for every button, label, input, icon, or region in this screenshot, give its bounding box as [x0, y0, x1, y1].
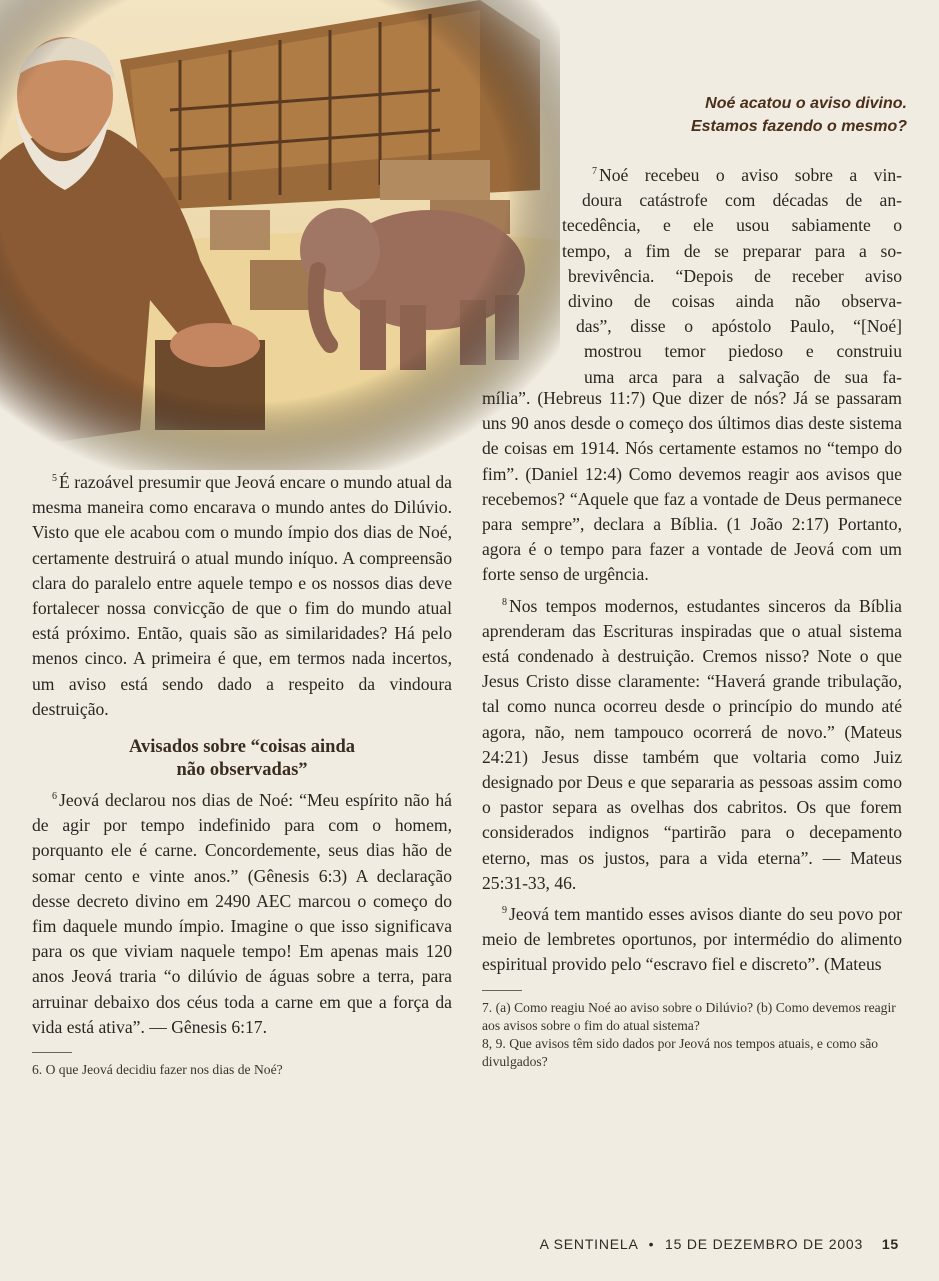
p7-line-1: [592, 163, 902, 188]
paragraph-6: [32, 788, 452, 1040]
p7-line-2: doura catástrofe com décadas de an-: [582, 190, 902, 210]
p7-line-5: brevivência. “Depois de receber aviso: [568, 266, 902, 286]
page-footer: [540, 1236, 899, 1252]
paragraph-8-text: Nos tempos modernos, estudantes sinceros da Bíblia aprenderam das Escrituras inspiradas que o atual sistema está condenado à destruição. Cremos nisso? Note o que Jesus Cristo disse claramente: “Haverá grande tribulação, tal como nunca ocorreu desde o princípio do mundo até agora, não, nem tampouco ocorrerá de novo.” (Mateus 24:21) Jesus disse também que voltaria como Juiz designado por Deus e que separaria as pessoas assim como o pastor separa as ovelhas dos cabritos. Os que forem considerados indignos “partirão para o decepamento eterno, mas os justos, para a vida eterna”. — Mateus 25:31-33, 46.: [482, 595, 902, 893]
right-column: [482, 386, 902, 1071]
footer-separator: •: [648, 1236, 655, 1252]
illustration-caption: [567, 92, 907, 138]
publication-name: A SENTINELA: [539, 1236, 638, 1252]
footnote-question-8-9: 8, 9. Que avisos têm sido dados por Jeová nos tempos atuais, e como são divulgados?: [482, 1035, 879, 1069]
paragraph-9-text: Jeová tem mantido esses avisos diante do seu povo por meio de lembretes oportunos, por intermédio do alimento espiritual provido pelo “escravo fiel e discreto”. (Mateus: [482, 904, 902, 975]
noah-ark-illustration: [0, 0, 560, 470]
footnote-divider: [32, 1052, 72, 1053]
footnote-question-6: 6. O que Jeová decidiu fazer nos dias de Noé?: [32, 1062, 283, 1078]
left-column: [32, 470, 452, 1079]
page-number: 15: [881, 1236, 899, 1252]
caption-line-2: Estamos fazendo o mesmo?: [690, 118, 907, 135]
p7-line-9: uma arca para a salvação de sua fa-: [584, 367, 902, 387]
paragraph-6-text: Jeová declarou nos dias de Noé: “Meu espírito não há de agir por tempo indefinido para com o homem, porquanto ele é carne. Concordemente, seus dias hão de somar cento e vinte anos.” (Gênesis 6:3) A declaração desse decreto divino em 2490 AEC marcou o começo do fim daquele mundo ímpio. Imagine o que isso significava para os que viviam naquele tempo! Em apenas mais 120 anos Jeová traria “o dilúvio de águas sobre a terra, para arruinar debaixo dos céus toda a carne em que a força da vida está ativa”. — Gênesis 6:17.: [32, 790, 452, 1037]
paragraph-7-rest: mília”. (Hebreus 11:7) Que dizer de nós? Já se passaram uns 90 anos desde o começo dos últimos dias deste sistema de coisas em 1914. Nós certamente estamos no “tempo do fim”. (Daniel 12:4) Como devemos reagir aos avisos que recebemos? “Aquele que faz a vontade de Deus permanece para sempre”, declara a Bíblia. (1 João 2:17) Portanto, agora é o tempo para fazer a vontade de Jeová com um forte senso de urgência.: [482, 388, 902, 585]
p7-line-4: tempo, a fim de se preparar para a so-: [562, 241, 902, 261]
p7-line-6: divino de coisas ainda não observa-: [568, 291, 902, 311]
publication-date: 15 DE DEZEMBRO DE 2003: [664, 1236, 864, 1252]
footnote-divider: [482, 990, 522, 991]
p7-line-7: das”, disse o apóstolo Paulo, “[Noé]: [576, 316, 902, 336]
p7-line-3: tecedência, e ele usou sabiamente o: [562, 215, 902, 235]
paragraph-number: 8: [502, 596, 507, 608]
heading-line-1: Avisados sobre “coisas ainda: [129, 737, 355, 758]
section-heading: [32, 736, 452, 782]
paragraph-number: 7: [592, 166, 597, 178]
paragraph-9: [482, 902, 902, 978]
caption-line-1: Noé acatou o aviso divino.: [705, 95, 907, 112]
p7-line-8: mostrou temor piedoso e construiu: [584, 341, 902, 361]
paragraph-5: [32, 470, 452, 722]
heading-line-2: não observadas”: [176, 760, 308, 781]
paragraph-number: 6: [52, 791, 57, 803]
paragraph-5-text: É razoável presumir que Jeová encare o mundo atual da mesma maneira como encarava o mundo antes do Dilúvio. Visto que ele acabou com o mundo ímpio dos dias de Noé, certamente destruirá o atual mundo iníquo. A compreensão clara do paralelo entre aquele tempo e os nossos dias deve fortalecer nossa convicção de que o fim do mundo atual está próximo. Então, quais são as similaridades? Há pelo menos cinco. A primeira é que, em termos nada incertos, um aviso está sendo dado a respeito da vindoura destruição.: [32, 472, 452, 719]
paragraph-8: [482, 594, 902, 896]
p7-line-text: Noé recebeu o aviso sobre a vin-: [599, 165, 902, 185]
paragraph-number: 5: [52, 473, 57, 485]
footnote-question-7: 7. (a) Como reagiu Noé ao aviso sobre o Dilúvio? (b) Como devemos reagir aos avisos sobre o fim do atual sistema?: [482, 999, 896, 1033]
paragraph-number: 9: [502, 905, 507, 917]
